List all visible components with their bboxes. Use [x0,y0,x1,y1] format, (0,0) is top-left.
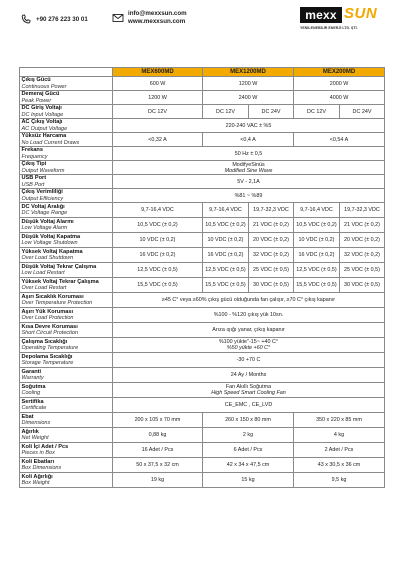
envelope-icon [112,13,124,23]
table-row [20,293,385,308]
table-row [20,203,385,218]
spec-label-en: DC Voltage Range [21,210,68,216]
spec-value [203,263,249,278]
spec-value [113,77,203,91]
spec-value [113,91,203,105]
spec-table-body [20,77,385,488]
spec-value-text: 15,5 VDC (± 0,5) [205,282,246,288]
spec-label [20,105,113,119]
spec-value-text: 16 VDC (± 0,2) [139,252,176,258]
spec-value [340,233,385,248]
spec-label [20,413,113,428]
spec-value-text: 16 Adet / Pcs [141,447,174,453]
spec-label [20,203,113,218]
spec-label-en: Over Load Protection [21,315,74,321]
phone-number[interactable]: +90 276 223 30 01 [36,15,88,23]
spec-label-tr: Çıkış Tipi [21,161,47,168]
spec-value [294,91,385,105]
spec-value [203,105,249,119]
spec-value-text: 600 W [149,80,166,87]
spec-label [20,133,113,147]
spec-label-tr: Yüksüz Harcama [21,133,67,140]
spec-label-tr: Düşük Voltaj Tekrar Çalışma [21,263,97,270]
model-header: MEX600MD [113,68,203,77]
spec-value-text: 10 VDC (± 0,2) [298,237,335,243]
spec-value-text: <0,54 A [329,136,349,143]
table-row [20,398,385,413]
table-row [20,248,385,263]
model-header: MEX1200MD [203,68,294,77]
spec-label-en: USB Port [21,181,45,188]
table-row [20,278,385,293]
spec-label-en: Output Efficiency [21,195,64,202]
spec-value-text: 0,88 kg [148,432,167,438]
spec-value [113,218,203,233]
email-contact [112,10,187,26]
table-row [20,443,385,458]
spec-label-tr: Koli Ağırlığı [21,473,53,480]
table-row [20,428,385,443]
spec-value [113,413,203,428]
spec-value [113,368,385,383]
spec-value-text: 19,7-32,3 VDC [344,207,380,213]
spec-label-en: No Load Current Draws [21,139,80,146]
spec-label-tr: Garanti [21,368,42,375]
table-row [20,308,385,323]
spec-label-en: Continuous Power [21,83,67,90]
spec-value-text: 9,7-16,4 VDC [300,207,333,213]
spec-value-text: <0,4 A [240,136,256,143]
table-row [20,263,385,278]
spec-label [20,308,113,323]
table-row [20,458,385,473]
table-row [20,189,385,203]
spec-label-tr: Depolama Sıcaklığı [21,353,73,360]
spec-value-text: 16 VDC (± 0,2) [207,252,244,258]
website-url[interactable]: www.mexxsun.com [128,18,186,25]
spec-label [20,218,113,233]
spec-label-tr: Çıkış Verimliliği [21,189,63,196]
spec-value [203,133,294,147]
spec-label-en: Low Voltage Shutdown [21,240,78,246]
spec-value-text-2: High Speed Smart Cooling Fan [211,390,286,396]
spec-label-en: Operating Temperature [21,345,79,351]
spec-value [113,443,203,458]
spec-value [203,218,249,233]
spec-value [203,458,294,473]
spec-label [20,443,113,458]
spec-label-en: Over Load Restart [21,285,67,291]
spec-label-en: AC Output Voltage [21,125,68,132]
spec-value [203,203,249,218]
spec-label-tr: Düşük Voltaj Alarmı [21,218,74,225]
email-address[interactable]: info@mexxsun.com [128,10,187,17]
spec-value [340,248,385,263]
spec-value-text: %100 - %120 çıkış yük 10sn. [213,312,284,318]
spec-value-text: 50 x 37,5 x 32 cm [136,462,179,468]
spec-label-tr: Ebat [21,413,34,420]
spec-label-en: Output Waveform [21,167,65,174]
spec-label-tr: Sertifika [21,398,44,405]
table-row [20,473,385,488]
spec-value-text: 1200 W [238,80,258,87]
spec-value-text: 350 x 220 x 85 mm [316,417,362,423]
spec-label [20,368,113,383]
spec-value [294,203,340,218]
spec-value [203,278,249,293]
spec-value-text: Fan Akıllı Soğutma [225,384,272,390]
spec-value-text: 42 x 34 x 47,5 cm [226,462,270,468]
spec-label-en: Peak Power [21,97,52,104]
spec-label-en: Pieces in Box [21,450,55,456]
spec-label-en: DC Input Voltage [21,111,64,118]
spec-value-text: %81 ~ %89 [234,192,263,199]
spec-value [249,233,294,248]
spec-value-text: 19 kg [150,477,165,483]
spec-value [203,91,294,105]
spec-label [20,323,113,338]
spec-value [113,248,203,263]
spec-label-tr: Düşük Voltaj Kapatma [21,233,81,240]
spec-value [294,218,340,233]
spec-value [249,218,294,233]
spec-label-en: Frequency [21,153,48,160]
spec-label [20,77,113,91]
table-row [20,233,385,248]
spec-label-tr: Çalışma Sıcaklığı [21,338,68,345]
spec-value-text: 15,5 VDC (± 0,5) [137,282,178,288]
spec-value-text: 19,7-32,3 VDC [253,207,289,213]
spec-value-text: 16 VDC (± 0,2) [298,252,335,258]
spec-value-text: 12,5 VDC (± 0,5) [205,267,246,273]
spec-value [113,308,385,323]
table-row [20,161,385,175]
spec-value-text: DC 24V [352,108,372,115]
spec-label [20,473,113,488]
table-row [20,147,385,161]
spec-value-text: 9,7-16,4 VDC [209,207,242,213]
table-row [20,218,385,233]
spec-value [113,383,385,398]
spec-value [113,203,203,218]
spec-label-en: Storage Temperature [21,360,74,366]
spec-value [294,248,340,263]
spec-value-text: 2 kg [242,432,254,438]
spec-value-text: 6 Adet / Pcs [233,447,263,453]
spec-value [294,473,385,488]
spec-value [113,147,385,161]
spec-value-text: 4 kg [333,432,345,438]
spec-value-text: DC 24V [261,108,281,115]
spec-label [20,398,113,413]
spec-label-en: Over Load Shutdown [21,255,74,261]
spec-value-text: 30 VDC (± 0,5) [344,282,380,288]
spec-value-text: CE_EMC , CE_LVD [224,402,273,408]
spec-label-en: Box Dimensions [21,465,62,471]
spec-value [340,263,385,278]
spec-value-text: DC 12V [307,108,326,115]
logo-sun: SUN [344,5,378,22]
spec-value [294,428,385,443]
spec-label-tr: Yüksek Voltaj Tekrar Çalışma [21,278,99,285]
spec-label-en: Short Circuit Protection [21,330,79,336]
spec-value-text: 21 VDC (± 0,2) [253,222,289,228]
spec-value-text: 50 Hz ± 0,5 [234,150,263,157]
table-row [20,338,385,353]
spec-value-text: Arıza ışığı yanar, çıkış kapanır [212,327,285,333]
spec-label [20,383,113,398]
spec-value [340,218,385,233]
spec-value-text: ModifyeSinüs [232,161,265,168]
spec-value-text: 1200 W [148,94,167,101]
spec-label [20,147,113,161]
spec-value-text: 9,5 kg [331,477,347,483]
spec-value-text-2: %50 yükte +60 C° [226,345,271,351]
spec-value-text: 2000 W [329,80,349,87]
spec-value-text: 15,5 VDC (± 0,5) [296,282,337,288]
spec-value [249,278,294,293]
spec-label-tr: Kısa Devre Koruması [21,323,78,330]
spec-value [294,263,340,278]
spec-label-en: Cooling [21,390,41,396]
spec-value [113,133,203,147]
spec-value-text: 5V - 2,1A [237,178,260,185]
table-row [20,119,385,133]
spec-value [113,473,203,488]
spec-value-text: 30 VDC (± 0,5) [253,282,289,288]
spec-label [20,248,113,263]
spec-value-text: -30 +70 C [236,357,261,363]
spec-label [20,353,113,368]
spec-label [20,263,113,278]
spec-label-tr: Demeraj Gücü [21,91,60,98]
spec-value [249,203,294,218]
spec-value-text: 10 VDC (± 0,2) [207,237,244,243]
spec-value-text: 10,5 VDC (± 0,2) [205,222,246,228]
spec-value-text: 32 VDC (± 0,2) [253,252,289,258]
spec-label-tr: Yüksek Voltaj Kapatma [21,248,83,255]
spec-label [20,189,113,203]
spec-value-text: 2400 W [238,94,258,101]
spec-value-text: 32 VDC (± 0,2) [344,252,380,258]
spec-value [113,458,203,473]
spec-label-tr: Frekans [21,147,43,154]
spec-label-tr: Çıkış Gücü [21,77,51,84]
model-header: MEX200MD [294,68,385,77]
spec-label-tr: Ağırlık [21,428,39,435]
spec-value [113,338,385,353]
spec-label-en: Box Weight [21,480,50,486]
spec-value [113,233,203,248]
spec-value [113,293,385,308]
spec-label-en: Dimensions [21,420,51,426]
spec-value-text: 24 Ay / Months [230,372,267,378]
spec-label-en: Low Voltage Alarm [21,225,68,231]
spec-value [113,353,385,368]
table-row [20,368,385,383]
spec-value-text: 20 VDC (± 0,2) [253,237,289,243]
spec-value-text: 2 Adet / Pcs [324,447,354,453]
spec-value [294,458,385,473]
spec-label [20,119,113,133]
spec-value-text: ≥45 C° veya ≥60% çıkış gücü olduğunda fan çalışır, ≥70 C° çıkış kapanır [161,297,336,303]
spec-value-text: 200 x 105 x 70 mm [134,417,181,423]
logo-mexx: mexx [300,7,342,23]
spec-label-tr: Soğutma [21,383,46,390]
spec-table [19,67,385,488]
table-row [20,91,385,105]
spec-value-text: DC 12V [148,108,167,115]
spec-value [113,175,385,189]
spec-value [203,248,249,263]
spec-value [203,413,294,428]
spec-label-tr: Koli İçi Adet / Pcs [21,443,69,450]
spec-value-text: 260 x 150 x 80 mm [225,417,271,423]
spec-value [249,263,294,278]
phone-contact [20,14,88,24]
spec-label [20,175,113,189]
spec-value [294,233,340,248]
spec-value-text: 10,5 VDC (± 0,2) [296,222,337,228]
spec-value-text: 12,5 VDC (± 0,5) [296,267,337,273]
spec-value-text: 10 VDC (± 0,2) [139,237,176,243]
spec-value [113,428,203,443]
spec-label-en: Warranty [21,375,44,381]
spec-value [113,119,385,133]
spec-value-text: 12,5 VDC (± 0,5) [137,267,178,273]
spec-value [203,77,294,91]
spec-label-en: Low Load Restart [21,270,65,276]
spec-label-tr: Aşırı Yük Koruması [21,308,74,315]
phone-icon [20,14,32,24]
spec-label-en: Net Weight [21,435,49,441]
spec-value [294,443,385,458]
spec-value [113,189,385,203]
spec-value [294,133,385,147]
spec-label [20,233,113,248]
spec-label [20,293,113,308]
spec-value-text: 25 VDC (± 0,5) [253,267,289,273]
spec-label-tr: AC Çıkış Voltajı [21,119,63,126]
table-row [20,413,385,428]
spec-label [20,278,113,293]
spec-value [203,473,294,488]
spec-value-text: 43 x 30,5 x 36 cm [317,462,361,468]
spec-label [20,428,113,443]
spec-label-tr: Aşırı Sıcaklık Koruması [21,293,84,300]
spec-value [249,105,294,119]
spec-value [340,203,385,218]
spec-label [20,91,113,105]
header-corner [20,68,113,77]
brand-logo [300,4,390,34]
table-row [20,175,385,189]
spec-value [113,161,385,175]
spec-value [203,443,294,458]
spec-value-text: 21 VDC (± 0,2) [344,222,380,228]
spec-label-tr: DC Giriş Voltajı [21,105,62,112]
spec-value-text: 9,7-16,4 VDC [141,207,174,213]
table-row [20,323,385,338]
spec-label-tr: USB Port [21,175,47,182]
spec-value [294,278,340,293]
table-row [20,383,385,398]
spec-label [20,458,113,473]
spec-value [203,233,249,248]
spec-value [249,248,294,263]
spec-value-text: 20 VDC (± 0,2) [344,237,380,243]
spec-value [294,77,385,91]
spec-value-text: 10,5 VDC (± 0,2) [137,222,178,228]
spec-label [20,338,113,353]
spec-value-text: DC 12V [216,108,235,115]
spec-value [113,105,203,119]
table-row [20,77,385,91]
spec-value-text: <0,32 A [148,136,167,143]
spec-value-text: 15 kg [241,477,255,483]
page-header [0,0,400,38]
spec-value [340,278,385,293]
table-header-row [20,68,385,77]
table-row [20,105,385,119]
spec-value-text: 220-240 VAC ± %5 [225,122,272,129]
spec-label-tr: Koli Ebatları [21,458,55,465]
table-row [20,133,385,147]
spec-value-text: %100 yükte"-15~ +40 C° [218,339,279,345]
spec-label-en: Over Temperature Protection [21,300,93,306]
spec-value-text-2: Modified Sine Wave [224,167,273,174]
spec-value [113,323,385,338]
spec-label [20,161,113,175]
spec-label-tr: DC Voltaj Aralığı [21,203,65,210]
spec-value [113,263,203,278]
spec-value [203,428,294,443]
spec-value [294,413,385,428]
table-row [20,353,385,368]
spec-value [113,278,203,293]
spec-value [294,105,340,119]
logo-tagline: YENİLENEBİLİR ENERJİ LTD. ŞTİ. [300,26,358,30]
spec-value-text: 4000 W [329,94,349,101]
spec-value [113,398,385,413]
spec-value [340,105,385,119]
spec-value-text: 25 VDC (± 0,5) [344,267,380,273]
spec-label-en: Certificate [21,405,47,411]
